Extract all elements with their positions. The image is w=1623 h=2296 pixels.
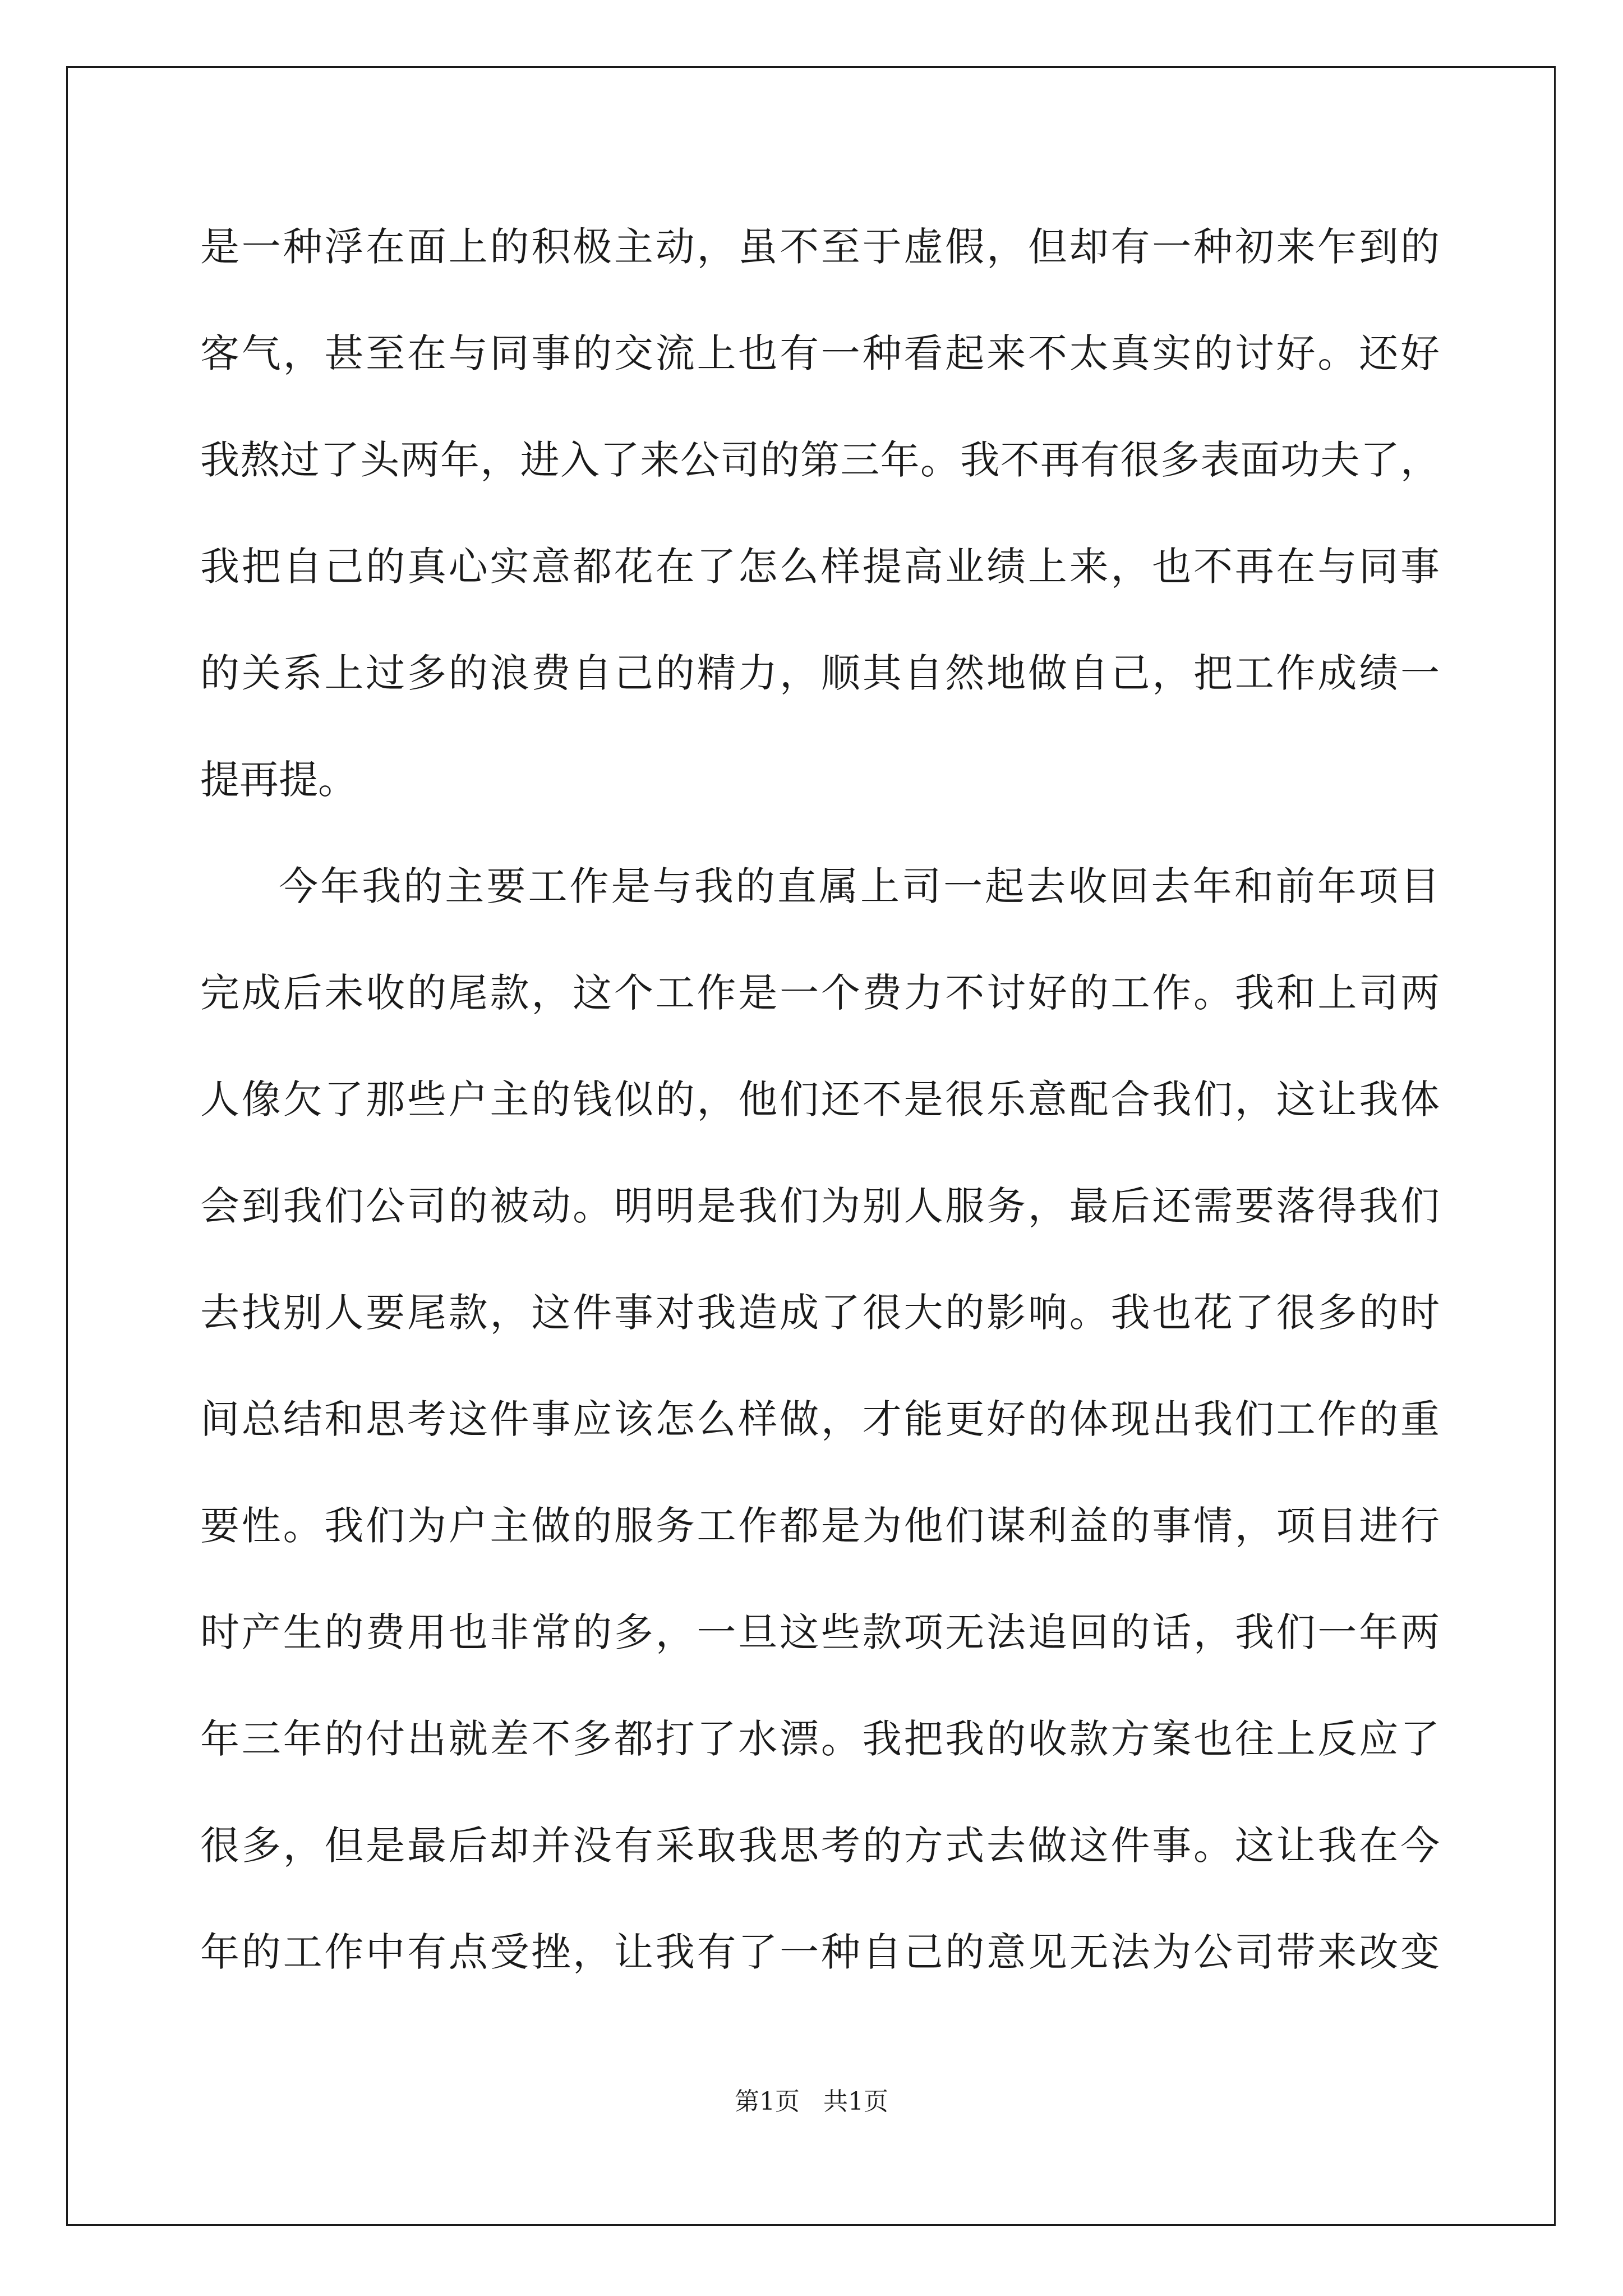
text-line: 时产生的费用也非常的多，一旦这些款项无法追回的话，我们一年两 <box>200 1609 1440 1655</box>
text-line: 我熬过了头两年，进入了来公司的第三年。我不再有很多表面功夫了， <box>200 437 1440 483</box>
text-line: 的关系上过多的浪费自己的精力，顺其自然地做自己，把工作成绩一 <box>200 650 1440 696</box>
text-line: 会到我们公司的被动。明明是我们为别人服务，最后还需要落得我们 <box>200 1183 1440 1229</box>
page-footer: 第1页 共1页 <box>735 2087 888 2116</box>
text-line: 完成后未收的尾款，这个工作是一个费力不讨好的工作。我和上司两 <box>200 970 1440 1016</box>
text-line: 年的工作中有点受挫，让我有了一种自己的意见无法为公司带来改变 <box>200 1929 1440 1975</box>
text-line: 提再提。 <box>200 757 357 803</box>
text-line: 很多，但是最后却并没有采取我思考的方式去做这件事。这让我在今 <box>200 1823 1440 1869</box>
text-line: 今年我的主要工作是与我的直属上司一起去收回去年和前年项目 <box>279 863 1440 909</box>
document-body <box>200 213 1440 2025</box>
text-line: 人像欠了那些户主的钱似的，他们还不是很乐意配合我们，这让我体 <box>200 1076 1440 1122</box>
text-line: 去找别人要尾款，这件事对我造成了很大的影响。我也花了很多的时 <box>200 1290 1440 1336</box>
text-line: 是一种浮在面上的积极主动，虽不至于虚假，但却有一种初来乍到的 <box>200 224 1440 270</box>
text-line: 客气，甚至在与同事的交流上也有一种看起来不太真实的讨好。还好 <box>200 330 1440 376</box>
text-line: 要性。我们为户主做的服务工作都是为他们谋利益的事情，项目进行 <box>200 1503 1440 1549</box>
text-line: 我把自己的真心实意都花在了怎么样提高业绩上来，也不再在与同事 <box>200 544 1440 590</box>
text-line: 年三年的付出就差不多都打了水漂。我把我的收款方案也往上反应了 <box>200 1716 1440 1762</box>
text-line: 间总结和思考这件事应该怎么样做，才能更好的体现出我们工作的重 <box>200 1396 1440 1442</box>
